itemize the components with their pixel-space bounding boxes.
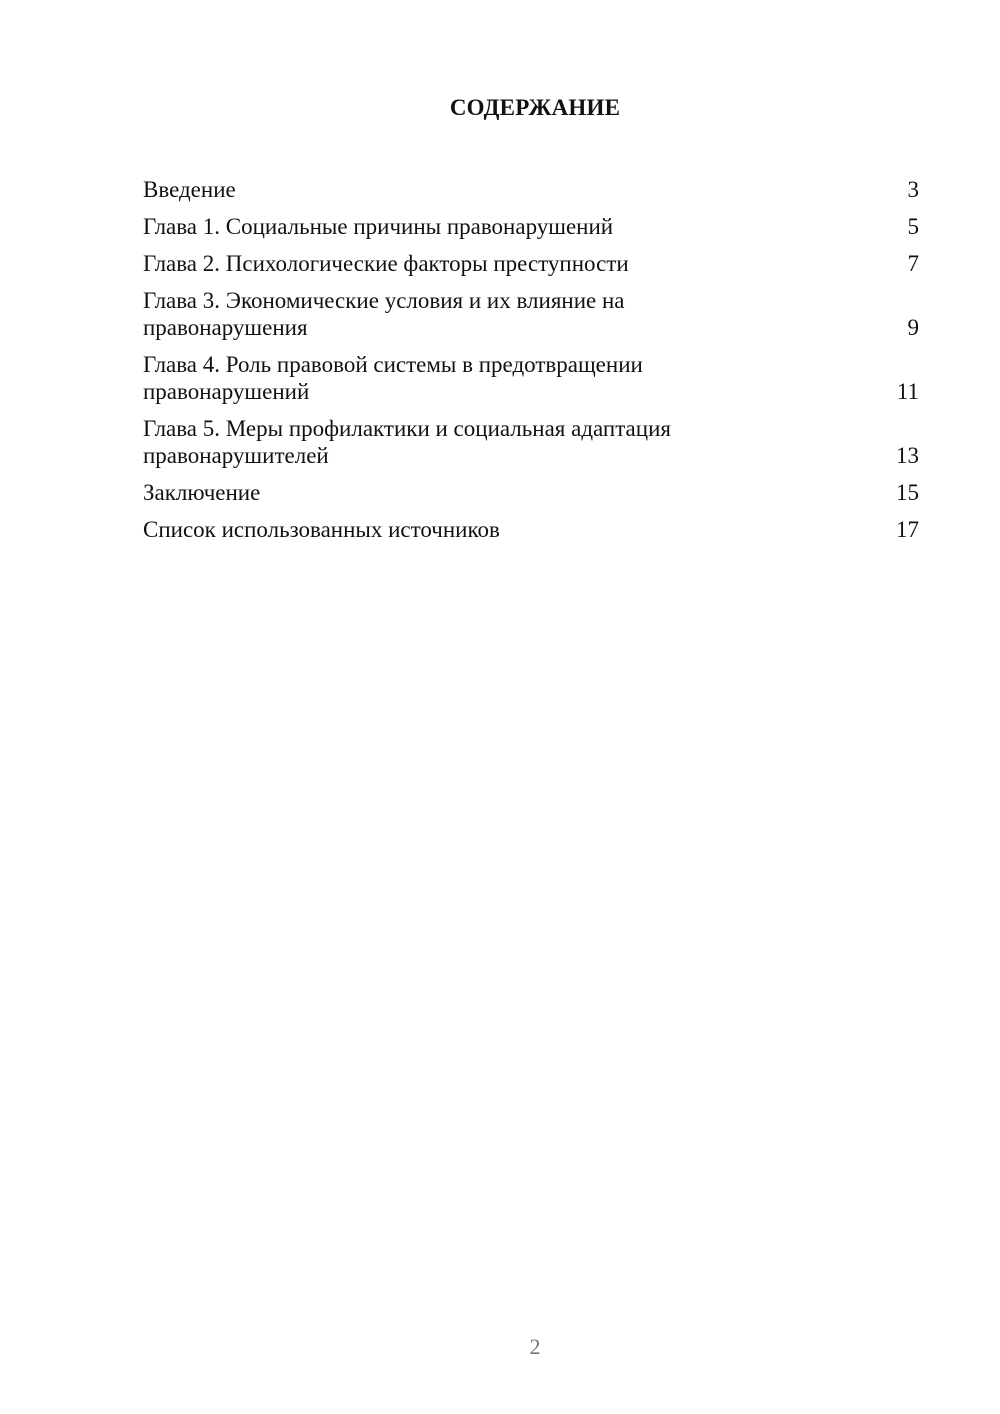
toc-entry-chapter-3[interactable] (143, 281, 919, 345)
page-title: СОДЕРЖАНИЕ (449, 95, 621, 120)
toc-entry-chapter-1[interactable] (143, 207, 919, 244)
toc-entry-label: Глава 2. Психологические факторы преступности (143, 251, 629, 276)
toc-entry-page: 17 (896, 517, 919, 542)
toc-entry-chapter-4[interactable] (143, 345, 919, 409)
toc-entry-conclusion[interactable] (143, 473, 919, 510)
toc-entry-label: Введение (143, 177, 236, 202)
toc-entry-label: Список использованных источников (143, 517, 500, 542)
toc-entry-references[interactable] (143, 510, 919, 547)
toc-entry-chapter-5[interactable] (143, 409, 919, 473)
toc-entry-label: Глава 4. Роль правовой системы в предотвращении правонарушений (143, 352, 643, 404)
toc-entry-page: 11 (896, 379, 919, 404)
toc-entry-page: 13 (896, 443, 919, 468)
toc-entry-page: 7 (907, 251, 919, 276)
toc-entry-label: Глава 3. Экономические условия и их влияние на правонарушения (143, 288, 625, 340)
toc-entry-label: Глава 1. Социальные причины правонарушений (143, 214, 614, 239)
table-of-contents (143, 170, 919, 547)
toc-entry-chapter-2[interactable] (143, 244, 919, 281)
toc-entry-label: Глава 5. Меры профилактики и социальная адаптация правонарушителей (143, 416, 671, 468)
toc-entry-page: 5 (907, 214, 919, 239)
toc-entry-label: Заключение (143, 480, 261, 505)
toc-entry-introduction[interactable] (143, 170, 919, 207)
toc-entry-page: 9 (907, 315, 919, 340)
page-number: 2 (529, 1334, 541, 1359)
toc-entry-page: 3 (907, 177, 919, 202)
toc-entry-page: 15 (896, 480, 919, 505)
